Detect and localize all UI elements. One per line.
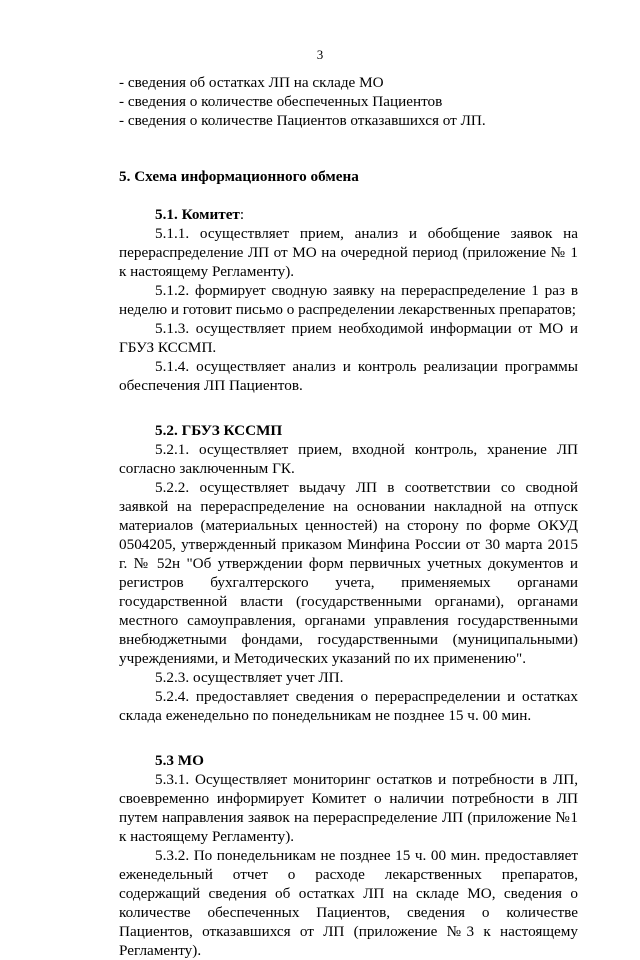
paragraph: 5.2.1. осуществляет прием, входной контроль, хранение ЛП согласно заключенным ГК.: [119, 441, 578, 477]
subsection-title-suffix: :: [239, 206, 245, 223]
subsection-title-text: 5.1. Комитет: [155, 206, 240, 223]
subsection-title-text: 5.3 МО: [155, 752, 204, 769]
bullet-item: - сведения о количестве Пациентов отказавшихся от ЛП.: [119, 112, 486, 129]
paragraph: 5.2.2. осуществляет выдачу ЛП в соответствии со сводной заявкой на перераспределение на основании накладной на отпуск материалов (материальных ценностей) на сторону по форме ОКУД 0504205, утвержденный приказом Минфина России от 30 марта 2015 г. № 52н "Об утверждении форм первичных учетных документов и регистров бухгалтерского учета, применяемых органами государственной власти (государственными органами), органами местного самоуправления, органами управления государственными внебюджетными фондами, государственными (муниципальными) учреждениями, и Методических указаний по их применению".: [119, 479, 578, 667]
paragraph: 5.1.4. осуществляет анализ и контроль реализации программы обеспечения ЛП Пациентов.: [119, 358, 578, 394]
paragraph: 5.1.3. осуществляет прием необходимой информации от МО и ГБУЗ КССМП.: [119, 320, 578, 356]
section-title: 5. Схема информационного обмена: [119, 168, 359, 185]
document-content: [119, 73, 578, 960]
paragraph: 5.2.3. осуществляет учет ЛП.: [155, 669, 344, 686]
paragraph: 5.3.2. По понедельникам не позднее 15 ч. 00 мин. предоставляет еженедельный отчет о расходе лекарственных препаратов, содержащий сведения об остатках ЛП на складе МО, сведения о количестве обеспеченных Пациентов, сведения о количестве Пациентов, отказавшихся от ЛП (приложение №3 к настоящему Регламенту).: [119, 847, 578, 959]
bullet-item: - сведения об остатках ЛП на складе МО: [119, 74, 384, 91]
bullet-list: [119, 73, 578, 130]
subsection-title-text: 5.2. ГБУЗ КССМП: [155, 422, 283, 439]
subsection-title-gbuz: [119, 421, 578, 440]
bullet-item: - сведения о количестве обеспеченных Пациентов: [119, 93, 443, 110]
paragraph: 5.1.1. осуществляет прием, анализ и обобщение заявок на перераспределение ЛП от МО на очередной период (приложение № 1 к настоящему Регламенту).: [119, 225, 578, 280]
page-number: 3: [316, 47, 324, 62]
subsection-title-mo: [119, 751, 578, 770]
paragraph: 5.3.1. Осуществляет мониторинг остатков и потребности в ЛП, своевременно информирует Комитет о наличии потребности в ЛП путем направления заявок на перераспределение ЛП (приложение №1 к настоящему Регламенту).: [119, 771, 578, 845]
paragraph: 5.2.4. предоставляет сведения о перераспределении и остатках склада еженедельно по понедельникам не позднее 15 ч. 00 мин.: [119, 688, 578, 724]
paragraph: 5.1.2. формирует сводную заявку на перераспределение 1 раз в неделю и готовит письмо о распределении лекарственных препаратов;: [119, 282, 578, 318]
subsection-title-committee: [119, 205, 578, 224]
